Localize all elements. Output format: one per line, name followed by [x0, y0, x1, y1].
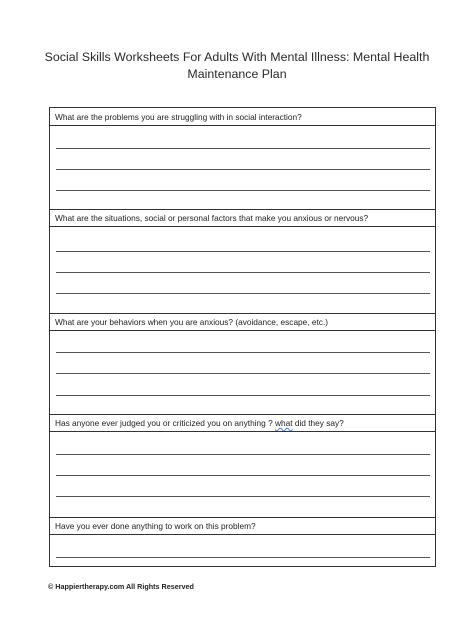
answer-line[interactable]	[56, 148, 430, 149]
question-2: What are the situations, social or personal factors that make you anxious or nervous?	[50, 209, 435, 227]
answer-line[interactable]	[56, 293, 430, 294]
answer-line[interactable]	[56, 373, 430, 374]
answer-line[interactable]	[56, 395, 430, 396]
question-4	[50, 414, 435, 432]
copyright-footer: © Happiertherapy.com All Rights Reserved	[48, 582, 194, 591]
answer-line[interactable]	[56, 190, 430, 191]
answer-line[interactable]	[56, 557, 430, 558]
page-title: Social Skills Worksheets For Adults With Mental Illness: Mental Health Maintenance Plan	[44, 50, 430, 81]
question-3: What are your behaviors when you are anxious? (avoidance, escape, etc.)	[50, 313, 435, 331]
answer-line[interactable]	[56, 496, 430, 497]
answer-line[interactable]	[56, 475, 430, 476]
worksheet-form	[49, 107, 436, 567]
question-4-text-end: did they say?	[292, 418, 344, 428]
question-4-text-start: Has anyone ever judged you or criticized you on anything ?	[55, 418, 276, 428]
answer-line[interactable]	[56, 272, 430, 273]
answer-line[interactable]	[56, 352, 430, 353]
question-5: Have you ever done anything to work on this problem?	[50, 517, 435, 535]
answer-line[interactable]	[56, 169, 430, 170]
answer-line[interactable]	[56, 454, 430, 455]
question-4-spellcheck-word: what	[275, 418, 293, 428]
question-1: What are the problems you are struggling with in social interaction?	[50, 108, 435, 126]
answer-line[interactable]	[56, 251, 430, 252]
